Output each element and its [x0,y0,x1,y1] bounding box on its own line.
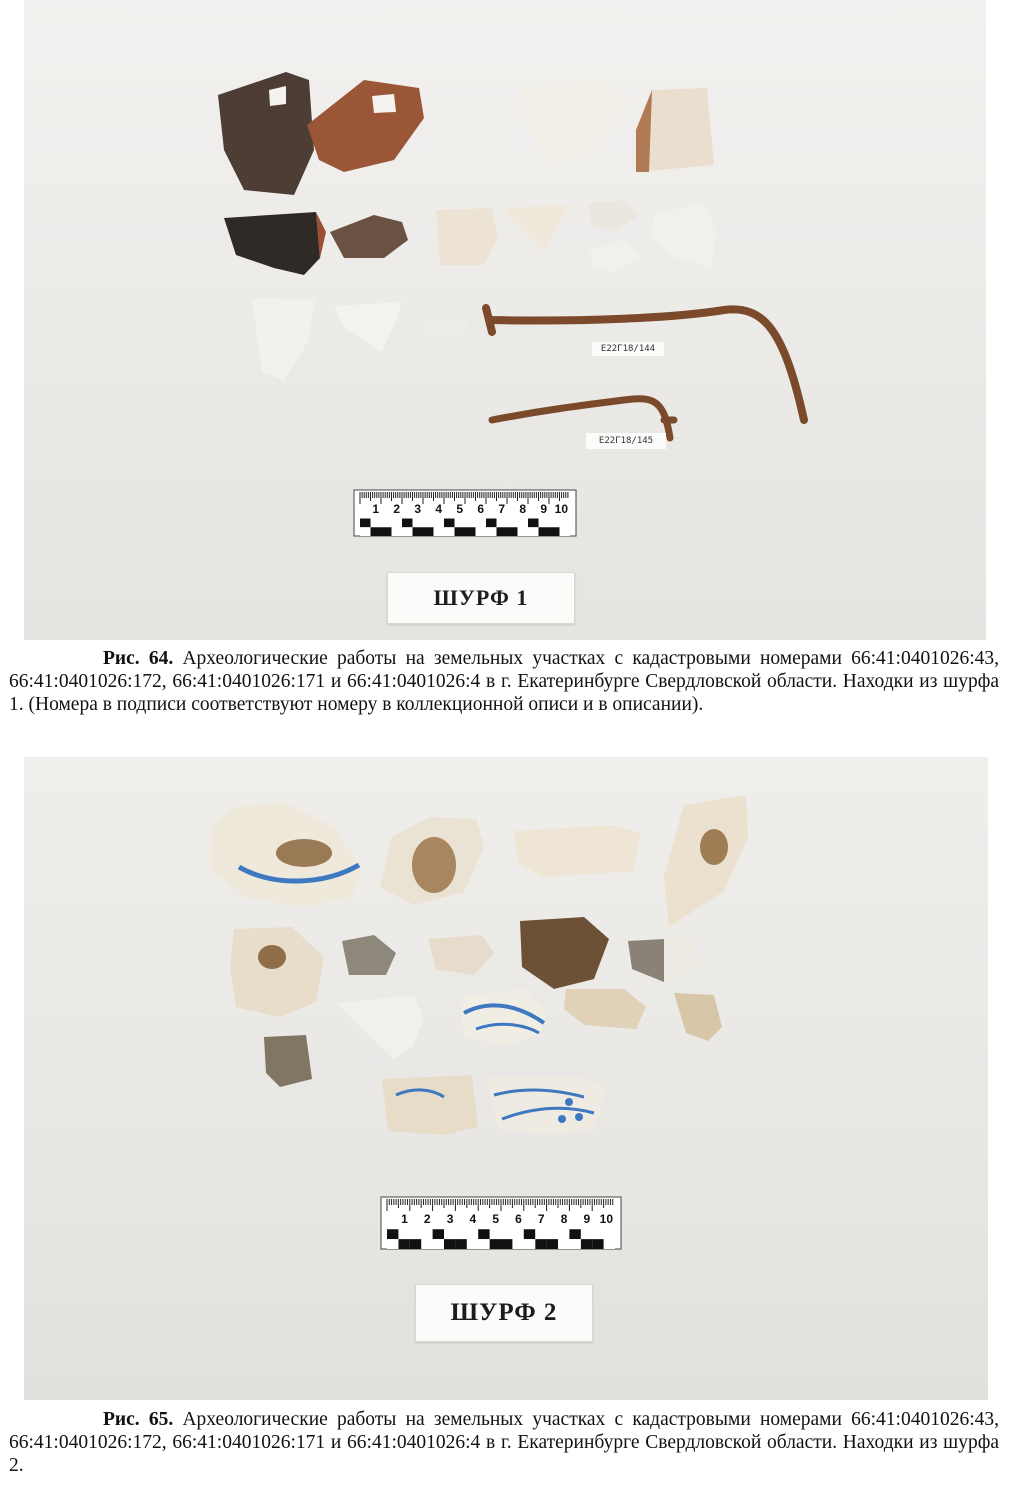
sherd-white-glaze [519,80,629,165]
scale-checker-cell [444,527,455,536]
scale-checker-cell [486,519,497,528]
scale-checker-cell [490,1239,501,1249]
scale-number: 9 [583,1212,591,1226]
scale-checker-cell [455,1239,466,1249]
scale-number: 1 [401,1212,408,1226]
scale-number: 4 [469,1212,477,1226]
scale-checker-cell [444,519,455,528]
scale-checker-cell [560,527,571,536]
sherd-small-dark [588,200,639,232]
scale-checker-cell [604,1239,615,1249]
scale-checker-cell [518,527,529,536]
scale-checker-cell [423,519,434,528]
scale-checker-cell [371,527,382,536]
scale-number: 6 [515,1212,522,1226]
scale-bar-1 [354,490,576,536]
scale-checker-cell [433,1229,444,1239]
scale-number: 5 [456,502,463,516]
scale-checker-cell [402,527,413,536]
shurf-1-label-card: ШУРФ 1 [387,572,575,624]
sherd-white-5 [420,318,469,338]
scale-number: 2 [423,1212,431,1226]
scale-checker-cell [478,1239,489,1249]
sherd-beige-1 [436,208,498,265]
scale-checker-cell [497,527,508,536]
scale-number: 8 [519,502,526,516]
scale-checker-cell [547,1229,558,1239]
scale-checker-cell [387,1239,398,1249]
scale-checker-cell [476,527,487,536]
scale-checker-cell [465,527,476,536]
sherd-cream-bowl [382,1075,478,1135]
figure-65-caption [9,1408,999,1477]
scale-checker-cell [524,1239,535,1249]
scale-checker-cell [413,527,424,536]
sherd-dark-square [264,1035,312,1087]
scale-checker-cell [387,1229,398,1239]
sherd-cream-oval [564,989,646,1029]
scale-checker-cell [392,527,403,536]
scale-number: 10 [599,1212,613,1226]
scale-checker-cell [549,527,560,536]
scale-number: 2 [393,502,400,516]
sherd-white-3 [252,298,314,380]
scale-checker-cell [455,527,466,536]
scale-number: 9 [540,502,547,516]
figure-65-photo [24,757,988,1400]
scale-checker-cell [434,527,445,536]
scale-checker-cell [423,527,434,536]
scale-checker-cell [410,1239,421,1249]
caption-prefix: Рис. 64. [103,648,174,669]
scale-checker-cell [592,1229,603,1239]
scale-number: 3 [414,502,421,516]
scale-checker-cell [360,527,371,536]
tag-label-2: Е22Г18/145 [586,433,666,449]
scale-checker-cell [569,1229,580,1239]
scale-checker-cell [486,527,497,536]
caption-text: Археологические работы на земельных участках с кадастровыми номерами 66:41:0401026:43, 66:41:0401026:172, 66:41:0401026:171 и 66:41:0401026:4 в г. Екатеринбурге Свердловской области. Находки из шурфа 2. [9,1409,1000,1476]
scale-checker-cell [381,527,392,536]
sherd-small-white [588,240,642,272]
scale-checker-cell [512,1239,523,1249]
scale-number: 5 [492,1212,499,1226]
sherd-blue-rim [652,202,716,268]
iron-nail-1 [486,308,804,420]
scale-checker-cell [410,1229,421,1239]
scale-checker-cell [581,1239,592,1249]
sherd-small-brown [674,993,722,1041]
scale-checker-cell [524,1229,535,1239]
scale-number: 3 [446,1212,454,1226]
scale-checker-cell [528,519,539,528]
scale-bar-2 [381,1197,621,1249]
scale-number: 4 [435,502,442,516]
sherd-white-block [436,96,510,155]
scale-checker-cell [592,1239,603,1249]
sherd-brown-edge [428,935,494,975]
scale-number: 8 [560,1212,568,1226]
scale-checker-cell [507,527,518,536]
scale-checker-cell [421,1239,432,1249]
scale-checker-cell [360,519,371,528]
scale-checker-cell [501,1229,512,1239]
sherd-grey-stone [342,935,396,975]
sherd-brown-stone [330,215,408,258]
scale-checker-cell [455,1229,466,1239]
scale-checker-cell [433,1239,444,1249]
sherd-triangle [501,205,569,252]
scale-checker-cell [467,1239,478,1249]
scale-checker-cell [465,519,476,528]
sherd-white-triangle [336,995,424,1059]
sherd-cream-rim [514,825,640,877]
shurf-2-label-card: ШУРФ 2 [415,1284,593,1342]
scale-checker-cell [569,1239,580,1249]
sherd-red-clay [307,80,424,172]
scale-checker-cell [381,519,392,528]
scale-checker-cell [558,1239,569,1249]
scale-checker-cell [402,519,413,528]
scale-checker-cell [398,1239,409,1249]
scale-number: 10 [554,502,568,516]
scale-number: 6 [477,502,484,516]
caption-text: Археологические работы на земельных участках с кадастровыми номерами 66:41:0401026:43, 66:41:0401026:172, 66:41:0401026:171 и 66:41:0401026:4 в г. Екатеринбурге Свердловской области. Находки из шурфа 1. (Номера в подписи соответствуют номеру в коллекционной описи и в описании). [9,648,1000,715]
scale-checker-cell [547,1239,558,1249]
sherd-porous [520,917,609,989]
scale-checker-cell [539,527,550,536]
sherd-brown-spots [230,927,324,1017]
sherd-black-glaze [224,212,320,275]
sherd-blue-dots [486,1077,606,1135]
scale-checker-cell [528,527,539,536]
scale-number: 7 [498,502,505,516]
scale-number: 1 [372,502,379,516]
tag-label-1: Е22Г18/144 [592,342,664,356]
sherd-white-4 [334,302,402,352]
scale-checker-cell [501,1239,512,1249]
sherd-dark-stone [218,72,314,195]
figure-64-photo [24,0,986,640]
figure-64-caption [9,647,999,716]
scale-checker-cell [478,1229,489,1239]
finds-photo-shurf-1 [24,0,986,640]
scale-checker-cell [444,1239,455,1249]
scale-checker-cell [535,1239,546,1249]
scale-checker-cell [507,519,518,528]
scale-number: 7 [537,1212,545,1226]
scale-checker-cell [549,519,560,528]
caption-prefix: Рис. 65. [103,1409,174,1430]
